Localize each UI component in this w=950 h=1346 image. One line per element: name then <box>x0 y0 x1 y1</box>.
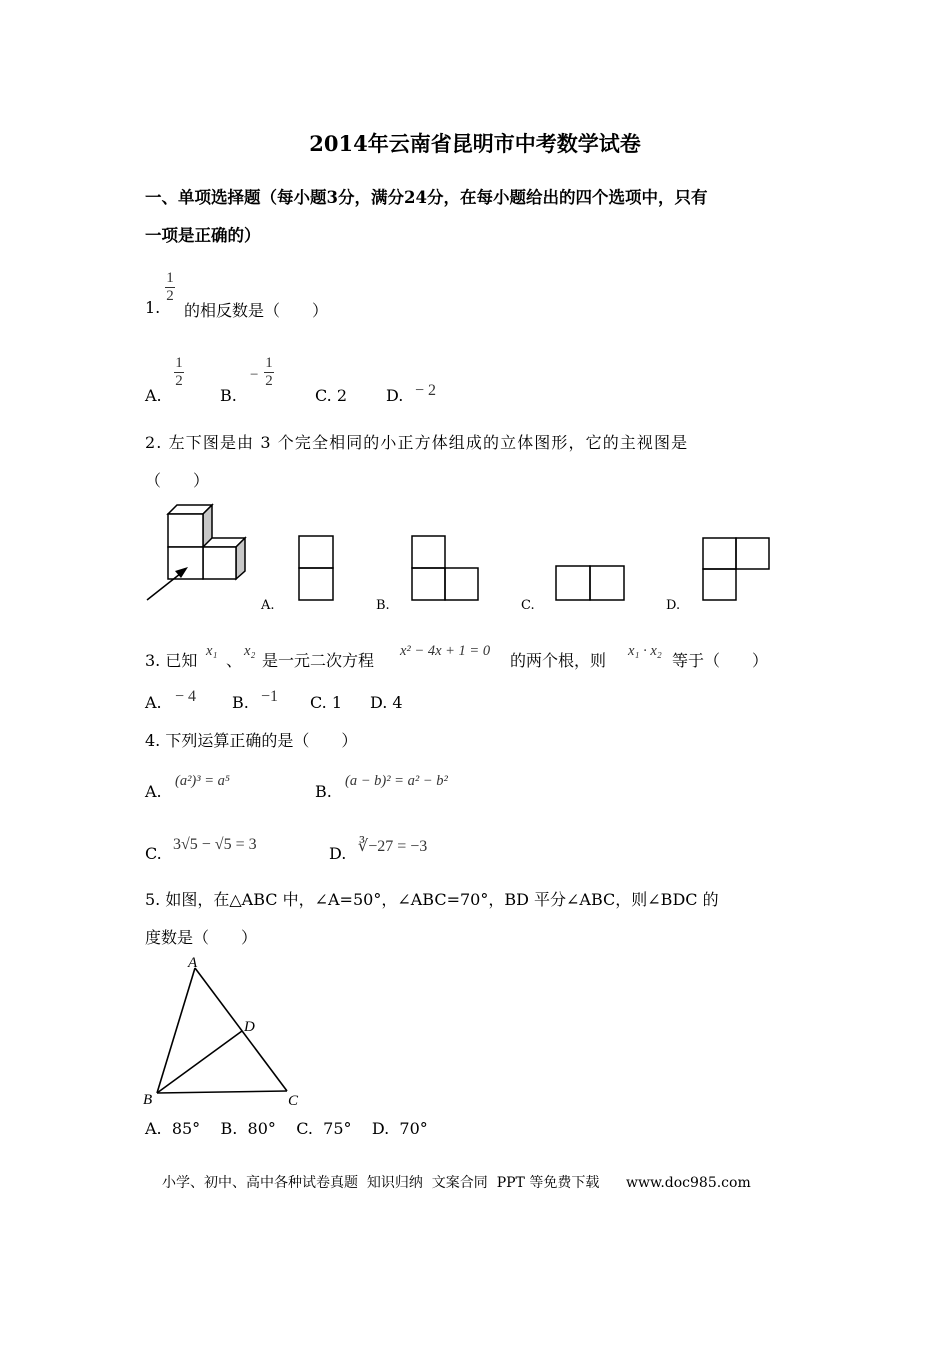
q4-option-c-label: C. <box>145 844 162 863</box>
q5-options: A. 85° B. 80° C. 75° D. 70° <box>145 1119 428 1138</box>
q5-text-line1: 5. 如图，在△ABC 中，∠A=50°，∠ABC=70°，BD 平分∠ABC，则∠BDC 的 <box>145 890 719 909</box>
point-d-label: D <box>244 1019 255 1035</box>
q4-option-b-label: B. <box>315 782 332 801</box>
q2-option-d-figure <box>702 537 770 603</box>
q3-option-d: D. 4 <box>370 693 403 712</box>
square <box>445 568 478 600</box>
q2-option-b-label: B. <box>376 598 390 613</box>
q1-frac-denominator: 2 <box>166 288 174 304</box>
q1-option-b-numerator: 1 <box>265 355 273 371</box>
q2-solid-figure <box>145 502 255 607</box>
q3-text-part1: 3. 已知 <box>145 651 198 670</box>
q2-option-a-figure <box>298 535 334 601</box>
q1-option-b-denominator: 2 <box>265 373 273 389</box>
square <box>299 568 333 600</box>
q3-text-part4: 等于（ ） <box>672 651 769 670</box>
q2-text-line2: （ ） <box>145 471 210 490</box>
page-footer[interactable]: 小学、初中、高中各种试卷真题 知识归纳 文案合同 PPT 等免费下载 www.doc985.com <box>162 1175 751 1191</box>
left-cube-front-face <box>168 547 203 579</box>
point-b-label: B <box>143 1092 153 1108</box>
q3-option-b-label: B. <box>232 693 249 712</box>
page-title: 2014年云南省昆明市中考数学试卷 <box>309 131 641 156</box>
q2-option-c-figure <box>555 565 625 601</box>
point-a-label: A <box>188 955 198 971</box>
q4-option-a-label: A. <box>145 782 162 801</box>
section-header-line2: 一项是正确的） <box>145 226 261 245</box>
q2-option-d-label: D. <box>666 598 681 613</box>
q3-x2: x₂ <box>244 643 256 659</box>
square <box>703 538 736 569</box>
q1-option-a-label: A. <box>145 386 162 405</box>
square <box>299 536 333 568</box>
q1-number: 1. <box>145 298 161 317</box>
q3-text-part2: 是一元二次方程 <box>262 651 375 670</box>
side-ac <box>195 968 287 1091</box>
square <box>412 536 445 568</box>
q1-option-b-label: B. <box>220 386 237 405</box>
q4-text: 4. 下列运算正确的是（ ） <box>145 731 358 750</box>
q2-text-line1: 2. 左下图是由 3 个完全相同的小正方体组成的立体图形，它的主视图是 <box>145 433 689 452</box>
q5-text-line2: 度数是（ ） <box>145 928 258 947</box>
point-c-label: C <box>288 1093 299 1109</box>
side-ab <box>157 968 195 1093</box>
q3-option-a-label: A. <box>145 693 162 712</box>
q1-option-a-value <box>174 355 184 390</box>
q1-option-b-value <box>264 355 274 390</box>
section-header-line1: 一、单项选择题（每小题3分，满分24分，在每小题给出的四个选项中，只有 <box>145 188 708 207</box>
q3-product: x₁ · x₂ <box>628 643 662 659</box>
side-bc <box>157 1091 287 1093</box>
q1-option-c: C. 2 <box>315 386 348 405</box>
q3-option-b-value: −1 <box>261 688 279 705</box>
q1-fraction <box>165 270 175 305</box>
q4-option-c-expr: 3√5 − √5 = 3 <box>173 836 257 853</box>
q1-frac-numerator: 1 <box>166 270 174 286</box>
square <box>703 569 736 600</box>
q1-option-b-sign: − <box>250 367 259 383</box>
q1-option-a-numerator: 1 <box>175 355 183 371</box>
q3-equation: x² − 4x + 1 = 0 <box>400 643 491 659</box>
segment-bd <box>157 1031 242 1093</box>
q2-option-b-figure <box>411 535 479 601</box>
square <box>412 568 445 600</box>
q3-text-part3: 的两个根，则 <box>510 651 607 670</box>
q1-option-d-value: − 2 <box>415 382 437 399</box>
q4-option-b-expr: (a − b)² = a² − b² <box>345 773 448 789</box>
square <box>736 538 769 569</box>
q2-option-c-label: C. <box>521 598 535 613</box>
q3-option-c: C. 1 <box>310 693 343 712</box>
square <box>590 566 624 600</box>
q5-triangle-figure <box>140 953 310 1108</box>
q4-option-d-label: D. <box>329 844 347 863</box>
q3-x1: x₁ <box>206 643 218 659</box>
q2-option-a-label: A. <box>261 598 275 613</box>
q3-separator: 、 <box>226 651 243 670</box>
q1-option-a-denominator: 2 <box>175 373 183 389</box>
q4-option-d-expr: ∛−27 = −3 <box>358 838 428 855</box>
q3-option-a-value: − 4 <box>175 688 197 705</box>
q1-option-d-label: D. <box>386 386 404 405</box>
q4-option-a-expr: (a²)³ = a⁵ <box>175 773 230 789</box>
q1-text: 的相反数是（ ） <box>184 301 329 320</box>
square <box>556 566 590 600</box>
top-cube-front-face <box>168 514 203 547</box>
right-cube-front-face <box>203 547 236 579</box>
